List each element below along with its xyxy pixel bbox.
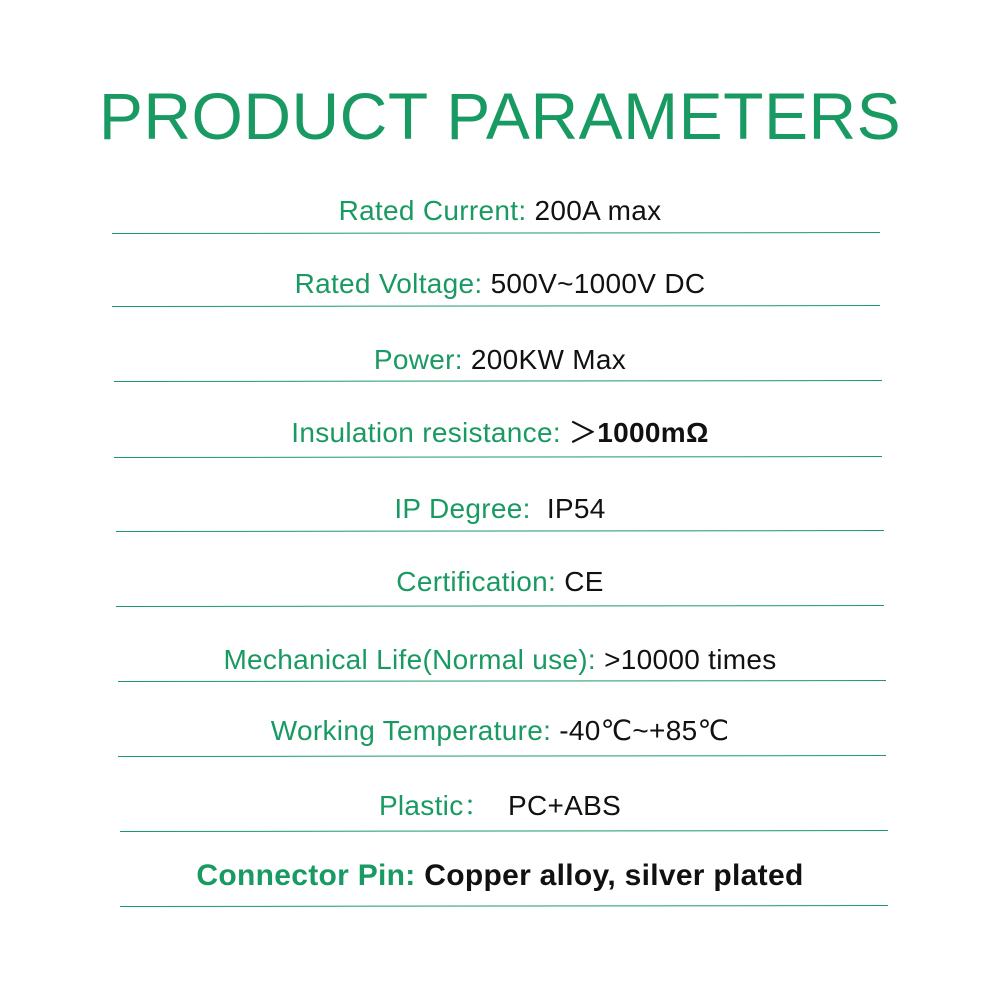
parameter-row-working-temperature: [0, 708, 1000, 754]
parameter-row-ip-degree: [0, 486, 1000, 532]
row-divider: [120, 830, 888, 832]
parameter-label: Power:: [373, 344, 463, 375]
row-divider: [120, 905, 888, 907]
parameter-value: PC+ABS: [491, 790, 622, 821]
parameter-label: Insulation resistance:: [291, 417, 561, 448]
parameter-label: Connector Pin:: [196, 859, 416, 892]
parameter-value: 200A max: [526, 195, 662, 226]
parameter-value: 200KW Max: [462, 344, 627, 375]
row-divider: [118, 755, 886, 757]
parameter-label: Certification:: [396, 566, 557, 597]
parameter-value: >10000 times: [595, 644, 777, 675]
parameter-label: Mechanical Life(Normal use):: [223, 644, 596, 675]
page-title: PRODUCT PARAMETERS: [98, 79, 902, 153]
parameter-row-rated-current: [0, 188, 1000, 234]
parameter-label: IP Degree:: [394, 493, 531, 524]
parameter-value: IP54: [530, 493, 606, 524]
row-divider: [114, 456, 882, 458]
parameter-label: Rated Current:: [338, 195, 527, 226]
parameter-value: Copper alloy, silver plated: [415, 859, 804, 892]
parameter-row-mechanical-life: [0, 637, 1000, 683]
parameter-value: CE: [556, 566, 604, 597]
parameter-row-connector-pin: [0, 853, 1000, 899]
parameter-label: Rated Voltage:: [294, 268, 483, 299]
parameter-label: Working Temperature:: [270, 715, 552, 746]
row-divider: [116, 605, 884, 607]
parameter-row-rated-voltage: [0, 261, 1000, 307]
parameter-value: -40℃~+85℃: [551, 715, 730, 746]
parameter-row-insulation-resistance: [0, 410, 1000, 456]
parameter-row-power: [0, 337, 1000, 383]
parameter-value: 500V~1000V DC: [482, 268, 706, 299]
parameter-value: ＞1000mΩ: [560, 417, 709, 448]
parameter-label: Plastic：: [378, 790, 492, 821]
parameter-row-certification: [0, 559, 1000, 605]
parameter-row-plastic: [0, 783, 1000, 829]
